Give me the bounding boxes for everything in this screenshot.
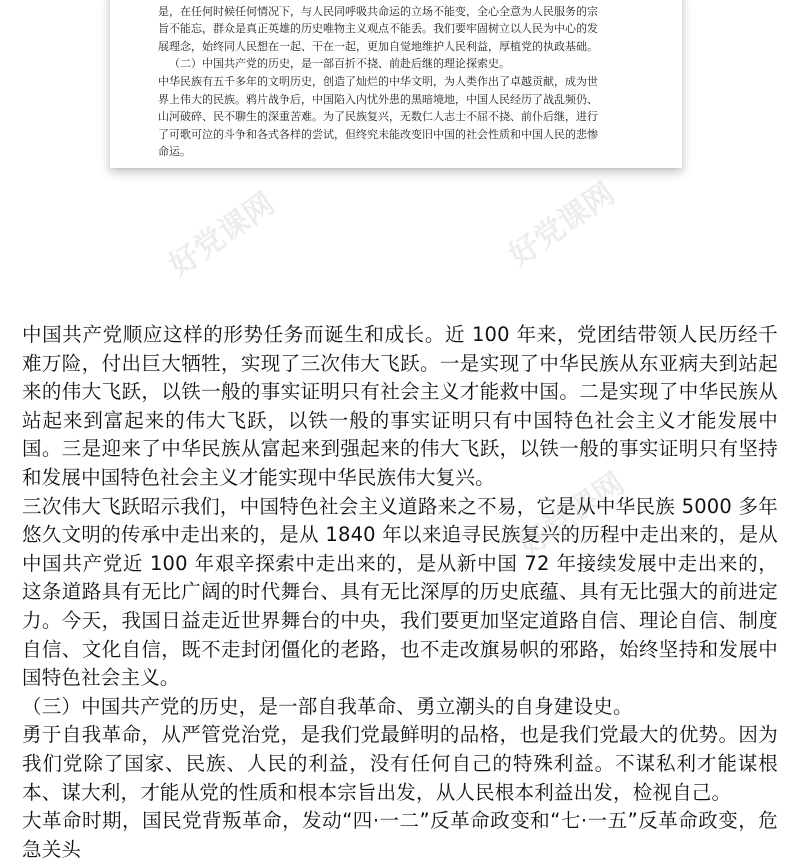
preview-line: 命运。 — [158, 145, 191, 159]
watermark: 好党课网 — [502, 176, 622, 274]
preview-line: 中华民族有五千多年的文明历史，创造了灿烂的中华文明，为人类作出了卓越贡献，成为世 — [158, 74, 598, 88]
paragraph: 勇于自我革命，从严管党治党，是我们党最鲜明的品格，也是我们党最大的优势。因为我们党除了国家、民族、人民的利益，没有任何自己的特殊利益。不谋私利才能谋根本、谋大利，才能从党的性质和根本宗旨出发，从人民根本利益出发，检视自己。 — [22, 723, 778, 804]
paragraph: 大革命时期，国民党背叛革命，发动“四·一二”反革命政变和“七·一五”反革命政变，危急关头 — [22, 809, 778, 861]
preview-line: 了可歌可泣的斗争和各式各样的尝试，但终究未能改变旧中国的社会性质和中国人民的悲惨 — [158, 127, 598, 141]
preview-line: 山河破碎、民不聊生的深重苦难。为了民族复兴，无数仁人志士不屈不挠、前仆后继，进行 — [158, 110, 598, 124]
preview-line: 展理念，始终同人民想在一起、干在一起，更加自觉地维护人民利益，厚植党的执政基础。 — [158, 39, 598, 53]
watermark: 好党课网 — [162, 186, 282, 284]
article-body — [22, 321, 778, 864]
preview-line: 界上伟大的民族。鸦片战争后，中国陷入内忧外患的黑暗境地，中国人民经历了战乱频仍、 — [158, 92, 598, 106]
preview-heading: （二）中国共产党的历史，是一部百折不挠、前赴后继的理论探索史。 — [169, 57, 510, 71]
section-heading: （三）中国共产党的历史，是一部自我革命、勇立潮头的自身建设史。 — [22, 694, 633, 718]
paragraph: 中国共产党顺应这样的形势任务而诞生和成长。近 100 年来，党团结带领人民历经千难万险，付出巨大牺牲，实现了三次伟大飞跃。一是实现了中华民族从东亚病夫到站起来的伟大飞跃，以铁一般的事实证明只有社会主义才能救中国。二是实现了中华民族从站起来到富起来的伟大飞跃，以铁一般的事实证明只有中国特色社会主义才能发展中国。三是迎来了中华民族从富起来到强起来的伟大飞跃，以铁一般的事实证明只有坚持和发展中国特色社会主义才能实现中华民族伟大复兴。 — [22, 323, 778, 489]
preview-text — [158, 0, 650, 161]
preview-line: 旨不能忘，群众是真正英雄的历史唯物主义观点不能丢。我们要牢固树立以人民为中心的发 — [158, 22, 598, 36]
preview-line: 是，在任何时候任何情况下，与人民同呼吸共命运的立场不能变，全心全意为人民服务的宗 — [158, 4, 598, 18]
paragraph: 三次伟大飞跃昭示我们，中国特色社会主义道路来之不易，它是从中华民族 5000 多年悠久文明的传承中走出来的，是从 1840 年以来追寻民族复兴的历程中走出来的，是从中国共产党近 100 年艰辛探索中走出来的，是从新中国 72 年接续发展中走出来的，这条道路具有无比广阔的时代舞台、具有无比深厚的历史底蕴、具有无比强大的前进定力。今天，我国日益走近世界舞台的中央，我们要更加坚定道路自信、理论自信、制度自信、文化自信，既不走封闭僵化的老路，也不走改旗易帜的邪路，始终坚持和发展中国特色社会主义。 — [22, 494, 778, 690]
document-preview-card — [110, 0, 682, 168]
watermark: 好党课网 — [512, 466, 632, 564]
